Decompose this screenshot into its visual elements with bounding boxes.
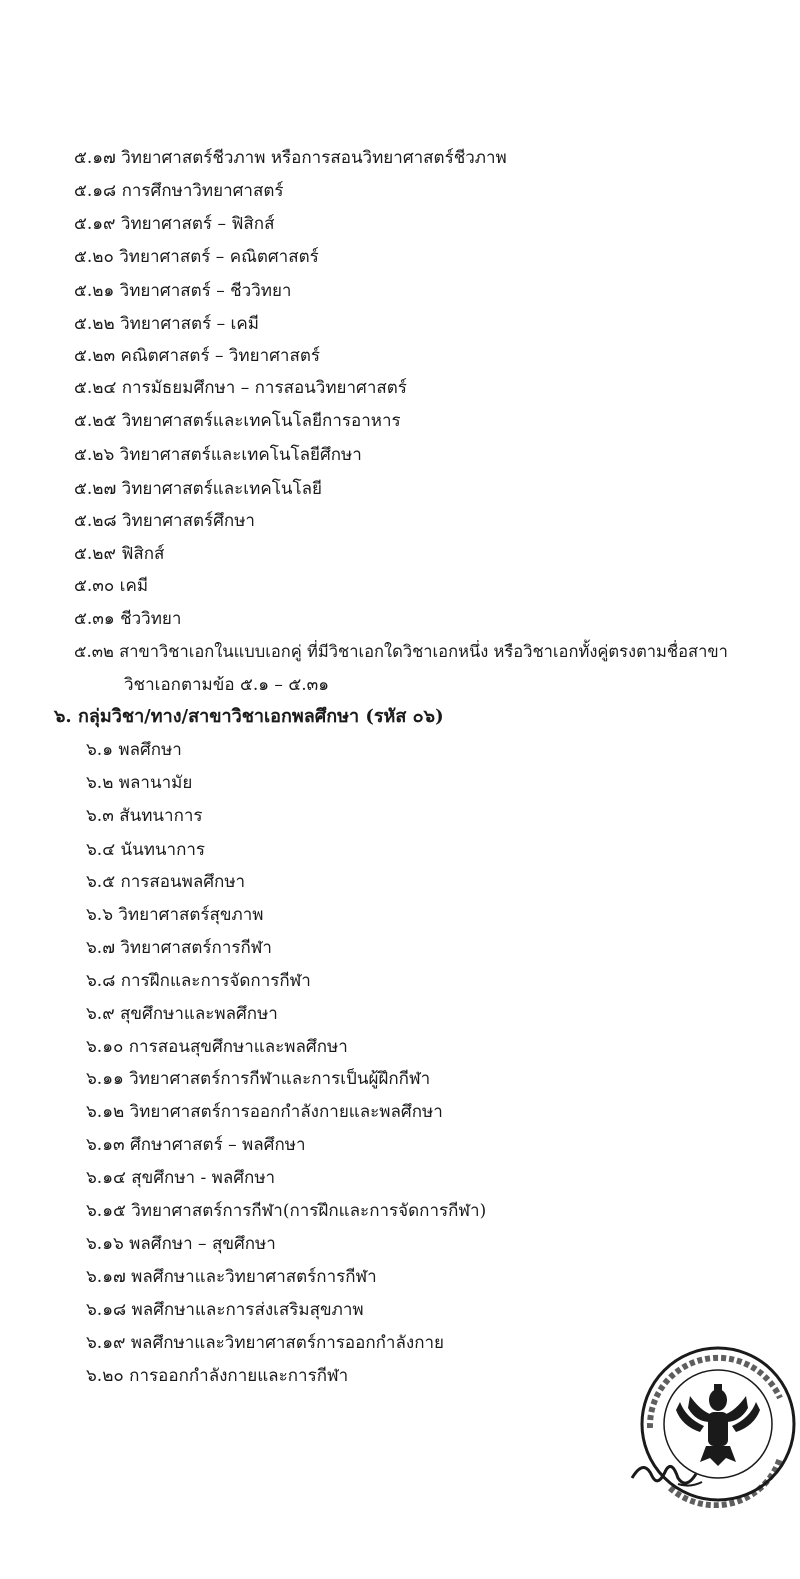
list-item-5-23: ๕.๒๓ คณิตศาสตร์ – วิทยาศาสตร์	[74, 346, 321, 366]
list-item-5-25: ๕.๒๕ วิทยาศาสตร์และเทคโนโลยีการอาหาร	[74, 411, 401, 431]
list-item-6-6: ๖.๖ วิทยาศาสตร์สุขภาพ	[86, 905, 264, 925]
list-item-5-30: ๕.๓๐ เคมี	[74, 576, 149, 596]
official-seal	[630, 1338, 800, 1508]
list-item-6-9: ๖.๙ สุขศึกษาและพลศึกษา	[86, 1004, 278, 1024]
list-item-6-16: ๖.๑๖ พลศึกษา – สุขศึกษา	[86, 1234, 276, 1254]
list-item-5-24: ๕.๒๔ การมัธยมศึกษา – การสอนวิทยาศาสตร์	[74, 378, 407, 398]
list-item-6-11: ๖.๑๑ วิทยาศาสตร์การกีฬาและการเป็นผู้ฝึกกีฬา	[86, 1069, 431, 1089]
list-item-5-27: ๕.๒๗ วิทยาศาสตร์และเทคโนโลยี	[74, 479, 322, 499]
list-item-6-12: ๖.๑๒ วิทยาศาสตร์การออกกำลังกายและพลศึกษา	[86, 1102, 443, 1122]
list-item-6-8: ๖.๘ การฝึกและการจัดการกีฬา	[86, 971, 311, 991]
list-item-6-13: ๖.๑๓ ศึกษาศาสตร์ – พลศึกษา	[86, 1135, 306, 1155]
garuda-emblem-icon	[676, 1384, 760, 1466]
list-item-5-21: ๕.๒๑ วิทยาศาสตร์ – ชีววิทยา	[74, 281, 292, 301]
list-item-6-20: ๖.๒๐ การออกกำลังกายและการกีฬา	[86, 1366, 349, 1386]
list-item-6-1: ๖.๑ พลศึกษา	[86, 740, 182, 760]
list-item-6-3: ๖.๓ สันทนาการ	[86, 806, 203, 826]
list-item-6-4: ๖.๔ นันทนาการ	[86, 840, 206, 860]
list-item-6-2: ๖.๒ พลานามัย	[86, 773, 193, 793]
section-6-heading: ๖. กลุ่มวิชา/ทาง/สาขาวิชาเอกพลศึกษา (รหัส ๐๖)	[54, 706, 444, 727]
list-item-5-29: ๕.๒๙ ฟิสิกส์	[74, 544, 165, 564]
list-item-5-32-continuation: วิชาเอกตามข้อ ๕.๑ – ๕.๓๑	[124, 675, 330, 695]
list-item-6-19: ๖.๑๙ พลศึกษาและวิทยาศาสตร์การออกกำลังกาย	[86, 1333, 444, 1353]
list-item-6-10: ๖.๑๐ การสอนสุขศึกษาและพลศึกษา	[86, 1037, 348, 1057]
list-item-6-5: ๖.๕ การสอนพลศึกษา	[86, 872, 246, 892]
list-item-6-7: ๖.๗ วิทยาศาสตร์การกีฬา	[86, 938, 272, 958]
list-item-5-18: ๕.๑๘ การศึกษาวิทยาศาสตร์	[74, 181, 284, 201]
list-item-5-26: ๕.๒๖ วิทยาศาสตร์และเทคโนโลยีศึกษา	[74, 445, 362, 465]
list-item-5-20: ๕.๒๐ วิทยาศาสตร์ – คณิตศาสตร์	[74, 247, 319, 267]
list-item-6-17: ๖.๑๗ พลศึกษาและวิทยาศาสตร์การกีฬา	[86, 1267, 377, 1287]
list-item-5-22: ๕.๒๒ วิทยาศาสตร์ – เคมี	[74, 314, 259, 334]
list-item-6-18: ๖.๑๘ พลศึกษาและการส่งเสริมสุขภาพ	[86, 1300, 364, 1320]
list-item-5-31: ๕.๓๑ ชีววิทยา	[74, 609, 182, 629]
list-item-5-19: ๕.๑๙ วิทยาศาสตร์ – ฟิสิกส์	[74, 214, 275, 234]
list-item-5-28: ๕.๒๘ วิทยาศาสตร์ศึกษา	[74, 511, 255, 531]
list-item-6-14: ๖.๑๔ สุขศึกษา - พลศึกษา	[86, 1168, 276, 1188]
list-item-6-15: ๖.๑๕ วิทยาศาสตร์การกีฬา(การฝึกและการจัดการกีฬา)	[86, 1201, 487, 1221]
list-item-5-32: ๕.๓๒ สาขาวิชาเอกในแบบเอกคู่ ที่มีวิชาเอกใดวิชาเอกหนึ่ง หรือวิชาเอกทั้งคู่ตรงตามชื่อสาขา	[74, 642, 728, 661]
list-item-5-17: ๕.๑๗ วิทยาศาสตร์ชีวภาพ หรือการสอนวิทยาศาสตร์ชีวภาพ	[74, 148, 507, 168]
